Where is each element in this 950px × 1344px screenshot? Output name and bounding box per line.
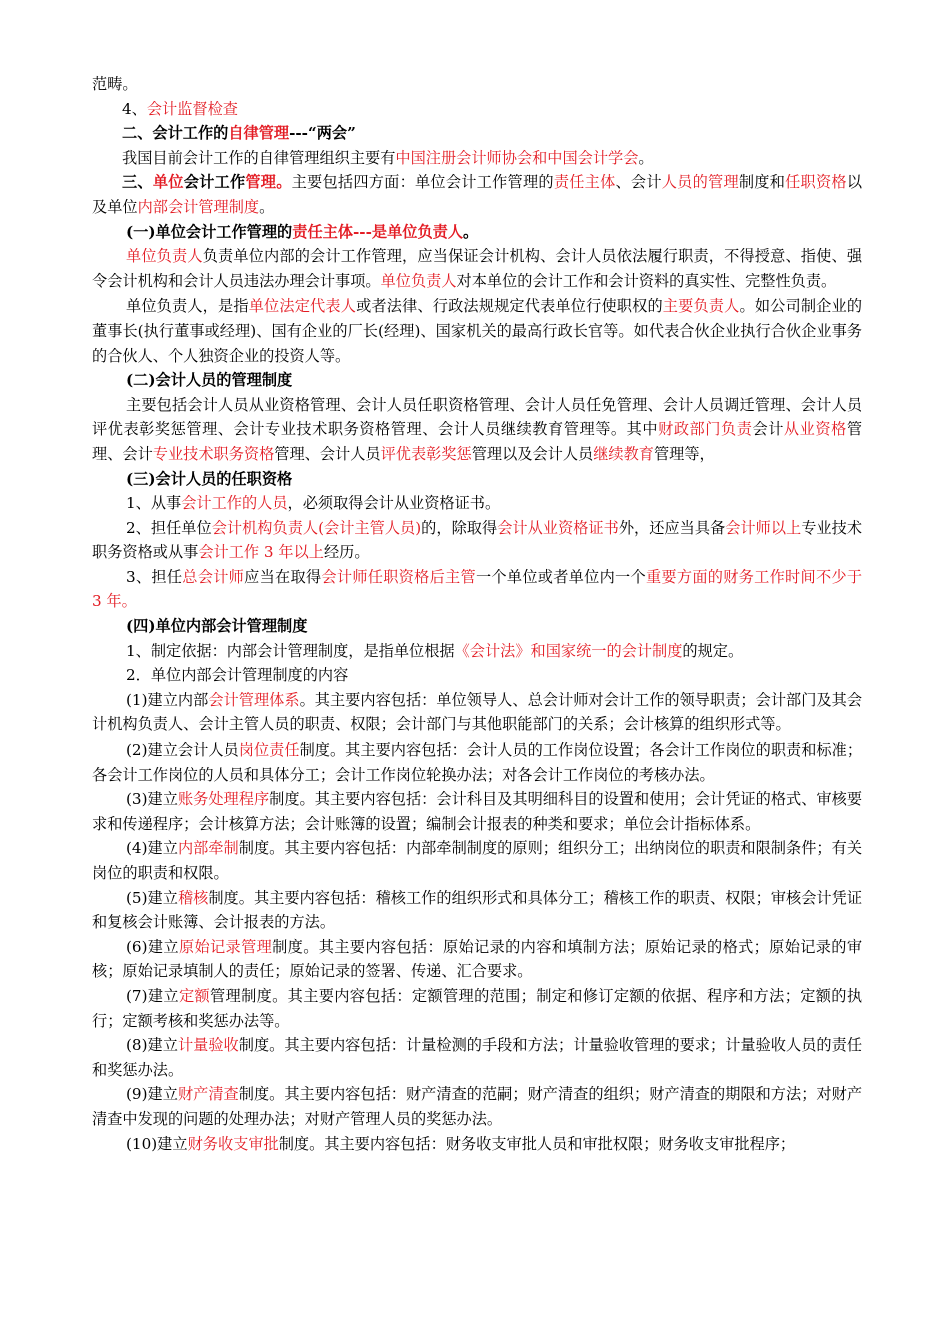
text-run: 主要包括四方面：单位会计工作管理的 — [291, 173, 554, 192]
highlighted-text: 会计从业资格证书 — [497, 518, 619, 537]
text-run: 制度。其主要内容包括：会计人员的工作岗位设置；各会计工作岗位的职责和标准；各会计工作岗位的人员和具体分工；会计工作岗位轮换办法；对各会计工作岗位的考核办法。 — [92, 741, 863, 784]
text-run: (10)建立 — [126, 1134, 188, 1153]
highlighted-text: 会计师任职资格后主管 — [321, 567, 476, 586]
text-run: 的，除取得 — [421, 518, 498, 537]
highlighted-text: 单位负责人 — [126, 247, 203, 266]
paragraph — [92, 294, 862, 368]
text-run: 管理、会计人员 — [274, 444, 381, 463]
text-run: 2．单位内部会计管理制度的内容 — [126, 666, 349, 685]
text-run: 主要包括会计人员从业资格管理、会计人员任职资格管理、会计人员任免管理、会计人员调迁管理、会计人员评优表彰奖惩管理、会计专业技术职务资格管理、会计人员继续教育管理等。其中 — [92, 395, 862, 439]
highlighted-text: 稽核 — [177, 888, 209, 907]
highlighted-text: 会计师以上 — [725, 518, 802, 537]
highlighted-text: 会计工作 3 年以上 — [198, 543, 324, 562]
paragraph — [92, 72, 862, 97]
highlighted-text: 责任主体---是单位负责人 — [292, 222, 464, 241]
text-run: (4)建立 — [126, 839, 178, 858]
text-run: ---“两会” — [289, 124, 356, 143]
text-run: 或者法律、行政法规规定代表单位行使职权的 — [356, 297, 663, 316]
text-run: 应当在取得 — [244, 567, 322, 586]
paragraph — [92, 170, 862, 219]
text-run: 我国目前会计工作的自律管理组织主要有 — [122, 148, 396, 167]
text-run: 的规定。 — [682, 641, 744, 660]
highlighted-text: 专业技术职务资格 — [152, 444, 275, 463]
highlighted-text: 内部会计管理制度 — [137, 197, 260, 216]
paragraph — [92, 244, 862, 293]
text-run: 会计 — [752, 420, 784, 439]
paragraph — [92, 738, 862, 787]
paragraph — [92, 663, 862, 688]
text-run: 制度。其主要内容包括：内部牵制制度的原则；组织分工；出纳岗位的职责和限制条件；有关岗位的职责和权限。 — [92, 839, 863, 882]
text-run: 负责单位内部的会计工作管理，应当保证会计机构、会计人员依法履行职责，不得授意、指使、强令会计机构和会计人员违法办理会计事项。 — [92, 247, 863, 290]
text-run: (6)建立 — [126, 937, 179, 956]
text-run: 。 — [259, 197, 275, 216]
highlighted-text: 原始记录管理 — [178, 937, 273, 956]
text-run: (一)单位会计工作管理的 — [126, 222, 293, 241]
text-run: 管理以及会计人员 — [471, 444, 594, 463]
highlighted-text: 中国注册会计师协会和中国会计学会 — [395, 148, 639, 167]
text-run: 制度。其主要内容包括：稽核工作的组织形式和具体分工；稽核工作的职责、权限；审核会计凭证和复核会计账簿、会计报表的方法。 — [92, 888, 863, 932]
text-run: 二、会计工作的 — [122, 124, 229, 143]
highlighted-text: 会计工作的人员 — [181, 494, 288, 513]
paragraph — [92, 565, 862, 614]
highlighted-text: 财政部门负责 — [658, 420, 753, 439]
text-run: 3、担任 — [126, 567, 183, 586]
highlighted-text: 重要方面的财务工作时间不少于 3 年。 — [92, 567, 863, 611]
highlighted-text: 财产清查 — [177, 1085, 239, 1104]
paragraph — [92, 688, 862, 737]
paragraph — [92, 614, 862, 639]
paragraph — [92, 393, 862, 467]
paragraph — [92, 368, 862, 393]
paragraph — [92, 787, 862, 836]
text-run: ，必须取得会计从业资格证书。 — [287, 494, 501, 513]
text-run: 、会计 — [615, 173, 662, 192]
highlighted-text: 单位 — [152, 173, 184, 192]
text-run: 制度。其主要内容包括：会计科目及其明细科目的设置和使用；会计凭证的格式、审核要求和传递程序；会计核算方法；会计账簿的设置；编制会计报表的种类和要求；单位会计指标体系。 — [92, 790, 863, 833]
text-run: 4、 — [122, 99, 147, 118]
paragraph — [92, 220, 862, 245]
paragraph — [92, 146, 862, 171]
text-run: 。如公司制企业的董事长(执行董事或经理)、国有企业的厂长(经理)、国家机关的最高行政长官等。如代表合伙企业执行合伙企业事务的合伙人、个人独资企业的投资人等。 — [92, 297, 863, 365]
highlighted-text: 单位负责人 — [380, 271, 457, 290]
text-run: 制度。其主要内容包括：财产清查的范嗣；财产清查的组织；财产清查的期限和方法；对财产清查中发现的问题的处理办法；对财产管理人员的奖惩办法。 — [92, 1085, 863, 1128]
text-run: 一个单位或者单位内一个 — [475, 567, 646, 586]
highlighted-text: 内部牵制 — [177, 839, 239, 858]
highlighted-text: 财务收支审批 — [187, 1134, 279, 1153]
text-run: 管理等， — [653, 444, 715, 463]
text-run: 。 — [463, 222, 479, 241]
text-run: 管理、会计 — [92, 420, 863, 463]
text-run: 以及单位 — [92, 173, 863, 216]
highlighted-text: 定额 — [178, 986, 211, 1005]
text-run: 制度。其主要内容包括：原始记录的内容和填制方法；原始记录的格式；原始记录的审核；原始记录填制人的责任；原始记录的签署、传递、汇合要求。 — [92, 937, 863, 981]
text-run: (9)建立 — [126, 1085, 178, 1104]
text-run: 制度和 — [738, 173, 786, 192]
text-run: (2)建立会计人员 — [126, 741, 239, 760]
highlighted-text: 总会计师 — [182, 567, 245, 586]
text-run: 制度。其主要内容包括：计量检测的手段和方法；计量验收管理的要求；计量验收人员的责任和奖惩办法。 — [92, 1036, 863, 1079]
highlighted-text: 评优表彰奖惩 — [380, 444, 472, 463]
highlighted-text: 《会计法》和国家统一的会计制度 — [454, 641, 683, 660]
paragraph — [92, 1082, 862, 1131]
text-run: 范畴。 — [92, 75, 138, 93]
text-run: (8)建立 — [126, 1036, 178, 1055]
text-run: 单位负责人，是指 — [126, 297, 249, 316]
highlighted-text: 主要负责人 — [662, 297, 740, 316]
highlighted-text: 会计监督检查 — [146, 99, 238, 118]
highlighted-text: 岗位责任 — [238, 741, 300, 760]
highlighted-text: 从业资格 — [783, 420, 847, 439]
text-run: 外，还应当具备 — [618, 518, 726, 537]
text-run: 1、制定依据：内部会计管理制度，是指单位根据 — [126, 641, 455, 660]
paragraph — [92, 836, 862, 885]
paragraph — [92, 1132, 862, 1157]
paragraph — [92, 1033, 862, 1082]
paragraph — [92, 97, 862, 122]
paragraph — [92, 121, 862, 146]
highlighted-text: 管理。 — [245, 173, 292, 192]
highlighted-text: 任职资格 — [785, 173, 847, 192]
highlighted-text: 人员的管理 — [661, 173, 739, 192]
paragraph — [92, 984, 862, 1033]
text-run: (1)建立内部 — [126, 690, 209, 709]
text-run: (四)单位内部会计管理制度 — [126, 617, 308, 636]
paragraph — [92, 516, 862, 565]
highlighted-text: 会计机构负责人(会计主管人员) — [211, 518, 422, 537]
paragraph — [92, 935, 862, 984]
text-run: 1、从事 — [126, 494, 182, 513]
highlighted-text: 计量验收 — [177, 1036, 239, 1055]
text-run: 。 — [638, 148, 654, 167]
text-run: 对本单位的会计工作和会计资料的真实性、完整性负责。 — [456, 271, 837, 290]
paragraph — [92, 639, 862, 664]
text-run: (7)建立 — [126, 986, 179, 1005]
highlighted-text: 责任主体 — [553, 173, 616, 192]
text-run: 管理制度。其主要内容包括：定额管理的范围；制定和修订定额的依据、程序和方法；定额的执行；定额考核和奖惩办法等。 — [92, 986, 863, 1030]
highlighted-text: 账务处理程序 — [177, 790, 270, 809]
text-run: (三)会计人员的任职资格 — [126, 469, 293, 488]
paragraph — [92, 467, 862, 492]
text-run: 三、 — [122, 173, 153, 192]
highlighted-text: 会计管理体系 — [208, 690, 300, 709]
text-run: 制度。其主要内容包括：财务收支审批人员和审批权限；财务收支审批程序； — [278, 1134, 796, 1153]
text-run: (二)会计人员的管理制度 — [126, 371, 293, 390]
highlighted-text: 单位法定代表人 — [248, 297, 357, 316]
text-run: 会计工作 — [183, 173, 246, 192]
paragraph — [92, 491, 862, 516]
text-run: (5)建立 — [126, 888, 178, 907]
paragraph — [92, 886, 862, 935]
text-run: 2、担任单位 — [126, 518, 212, 537]
text-run: (3)建立 — [126, 790, 178, 809]
text-run: 。其主要内容包括：单位领导人、总会计师对会计工作的领导职责；会计部门及其会计机构负责人、会计主管人员的职责、权限；会计部门与其他职能部门的关系；会计核算的组织形式等。 — [92, 690, 863, 734]
text-run: 经历。 — [323, 543, 370, 562]
highlighted-text: 自律管理 — [228, 124, 290, 143]
text-run: 专业技术职务资格或从事 — [92, 518, 863, 562]
highlighted-text: 继续教育 — [593, 444, 654, 463]
